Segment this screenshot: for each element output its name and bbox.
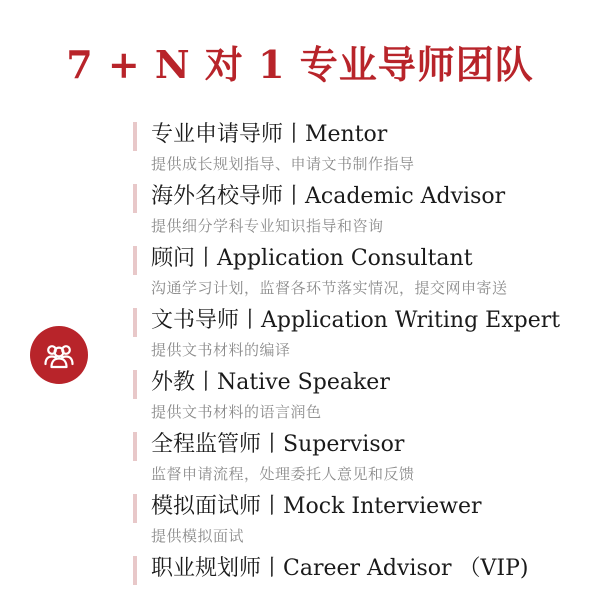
role-title: 模拟面试师丨Mock Interviewer — [151, 494, 482, 519]
role-title: 职业规划师丨Career Advisor （VIP) — [151, 556, 529, 581]
role-description: 提供模拟面试 — [151, 527, 245, 545]
role-title: 外教丨Native Speaker — [151, 370, 390, 395]
role-title: 海外名校导师丨Academic Advisor — [151, 184, 506, 209]
role-item-mentor — [133, 118, 593, 180]
role-item-career-advisor — [133, 552, 593, 614]
role-description: 提供细分学科专业知识指导和咨询 — [151, 217, 384, 235]
role-description: 监督申请流程，处理委托人意见和反馈 — [151, 465, 415, 483]
team-icon — [41, 337, 77, 373]
role-item-supervisor — [133, 428, 593, 490]
role-item-mock-interviewer — [133, 490, 593, 552]
role-description: 沟通学习计划，监督各环节落实情况，提交网申寄送 — [151, 279, 508, 297]
role-title: 文书导师丨Application Writing Expert — [151, 308, 561, 333]
team-badge — [30, 326, 88, 384]
role-title: 专业申请导师丨Mentor — [151, 122, 388, 147]
role-item-writing-expert — [133, 304, 593, 366]
role-description: 提供文书材料的语言润色 — [151, 403, 322, 421]
role-description: 提供成长规划指导、申请文书制作指导 — [151, 155, 415, 173]
role-description: 提供文书材料的编译 — [151, 341, 291, 359]
role-item-native-speaker — [133, 366, 593, 428]
role-item-academic-advisor — [133, 180, 593, 242]
page-title: 7 + N 对 1 专业导师团队 — [66, 42, 534, 87]
role-item-application-consultant — [133, 242, 593, 304]
role-list — [133, 118, 593, 614]
role-title: 全程监管师丨Supervisor — [151, 432, 405, 457]
role-title: 顾问丨Application Consultant — [151, 246, 473, 271]
